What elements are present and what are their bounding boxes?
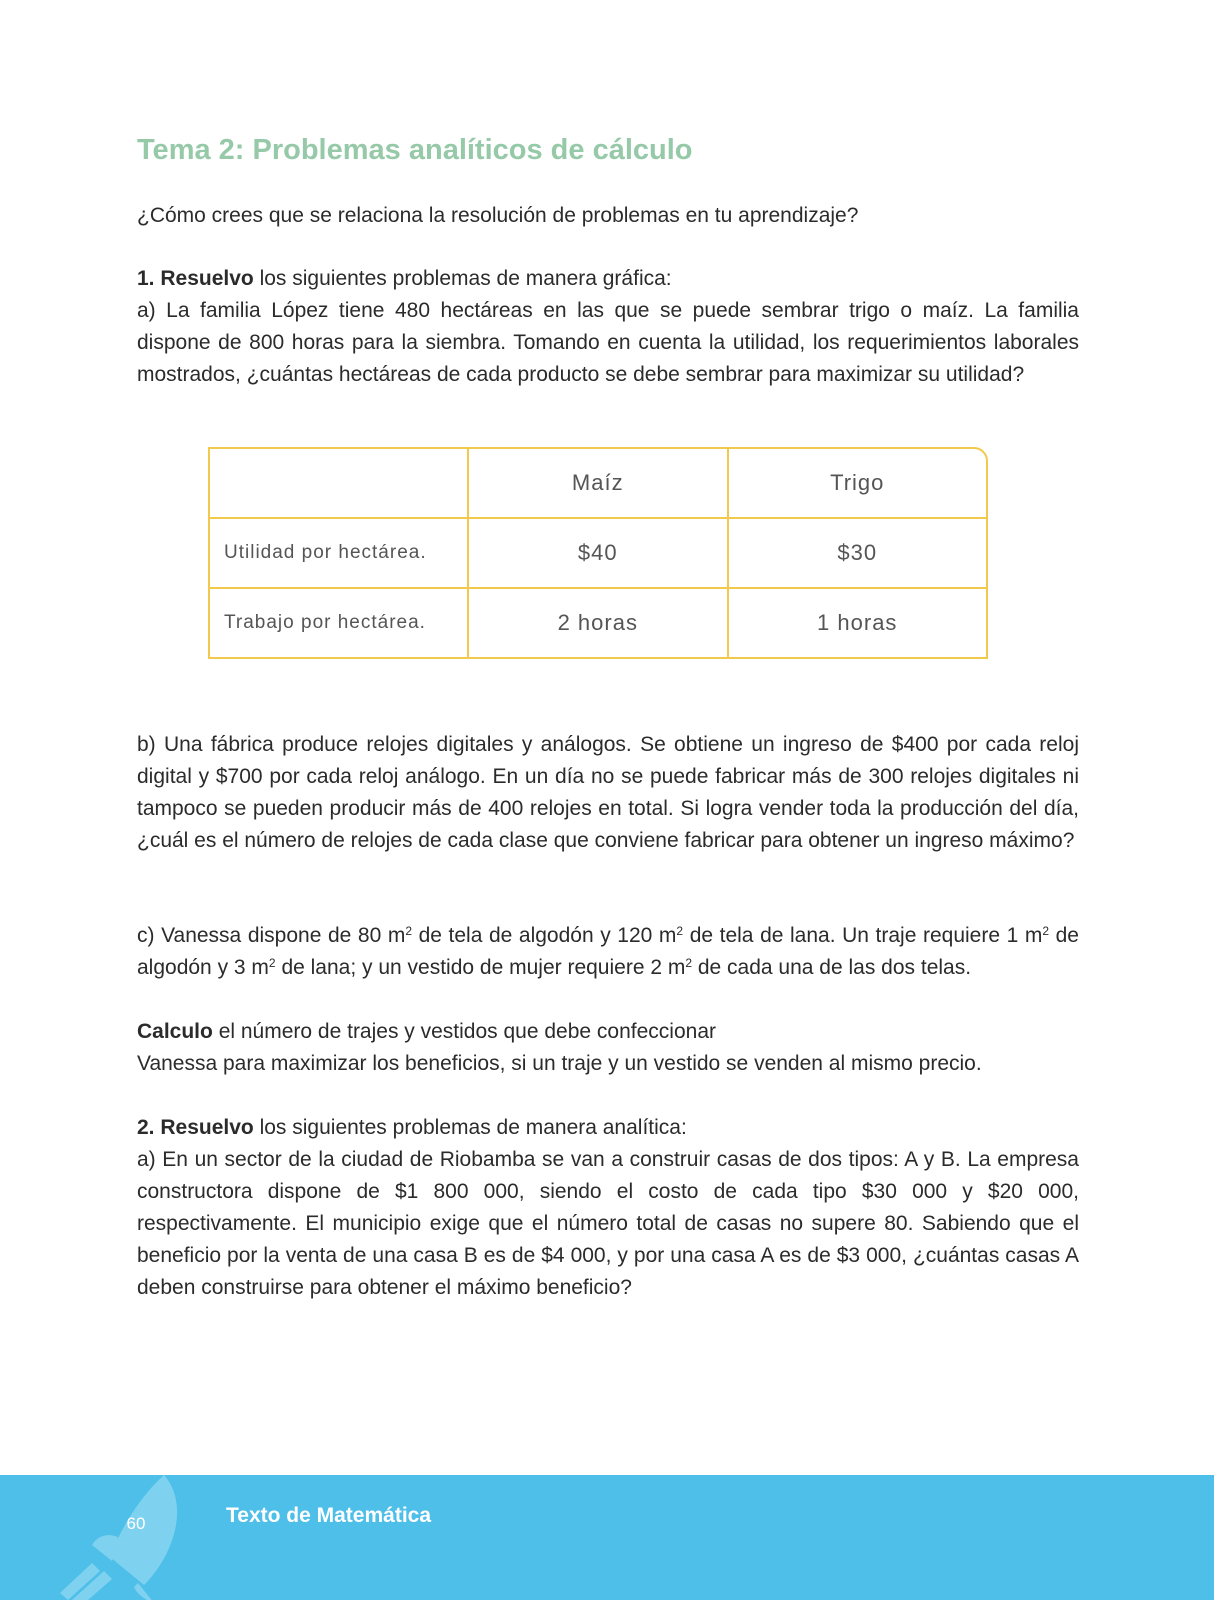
table-cell: $30 [729, 519, 987, 589]
problem-1a: a) La familia López tiene 480 hectáreas en las que se puede sembrar trigo o maíz. La familia dispone de 800 horas para la siembra. Tomando en cuenta la utilidad, los requerimientos laborales mostrados, ¿cuántas hectáreas de cada producto se debe sembrar para maximizar su utilidad? [137, 299, 1079, 386]
table-header-cell: Maíz [469, 449, 728, 519]
footer-book-title: Texto de Matemática [226, 1504, 432, 1527]
crop-data-table [208, 447, 988, 659]
table-row [210, 589, 986, 657]
table-cell: 1 horas [817, 610, 898, 635]
table-header-cell [210, 449, 469, 519]
problem-1b: b) Una fábrica produce relojes digitales y análogos. Se obtiene un ingreso de $400 por cada reloj digital y $700 por cada reloj análogo. En un día no se puede fabricar más de 300 relojes digitales ni tampoco se pueden producir más de 400 relojes en total. Si logra vender toda la producción del día, ¿cuál es el número de relojes de cada clase que conviene fabricar para obtener un ingreso máximo? [137, 733, 1079, 852]
table-cell: 2 horas [469, 589, 728, 657]
intro-question: ¿Cómo crees que se relaciona la resolución de problemas en tu aprendizaje? [137, 204, 859, 227]
table-header-row [210, 449, 986, 519]
calculo-bold: Calculo [137, 1020, 213, 1043]
footer-bar [0, 1475, 1214, 1600]
table-row [210, 519, 986, 589]
rocket-icon [52, 1475, 192, 1600]
section1-heading [137, 263, 1079, 295]
page-title: Tema 2: Problemas analíticos de cálculo [137, 134, 693, 166]
section2-heading [137, 1112, 1079, 1144]
table-row-label: Utilidad por hectárea. [210, 519, 469, 589]
table-header-cell: Trigo [729, 449, 987, 519]
section2-heading-rest: los siguientes problemas de manera analítica: [253, 1116, 687, 1139]
table-row-label: Trabajo por hectárea. [210, 589, 469, 657]
problem-2a: a) En un sector de la ciudad de Riobamba se van a construir casas de dos tipos: A y B. La empresa constructora dispone de $1 800 000, siendo el costo de cada tipo $30 000 y $20 000, respectivamente. El municipio exige que el número total de casas no supere 80. Sabiendo que el beneficio por la venta de una casa B es de $4 000, y por una casa A es de $3 000, ¿cuántas casas A deben construirse para obtener el máximo beneficio? [137, 1148, 1079, 1299]
table-cell: $40 [469, 519, 728, 589]
section1-heading-bold: 1. Resuelvo [137, 267, 254, 290]
section2-heading-bold: 2. Resuelvo [137, 1116, 254, 1139]
problem-1c: c) Vanessa dispone de 80 $m^2$ de tela de algodón y 120 $m^2$ de tela de lana. Un traje requiere 1 $m^2$ de algodón y 3 $m^2$ de lana; y un vestido de mujer requiere 2 $m^2$ de cada una de las dos telas. [137, 924, 1079, 979]
calculo-paragraph: Calculo el número de trajes y vestidos que debe confeccionar Vanessa para maximizar los beneficios, si un traje y un vestido se venden al mismo precio. [137, 1020, 982, 1075]
section1-heading-rest: los siguientes problemas de manera gráfica: [253, 267, 672, 290]
page-number: 60 [126, 1514, 146, 1533]
